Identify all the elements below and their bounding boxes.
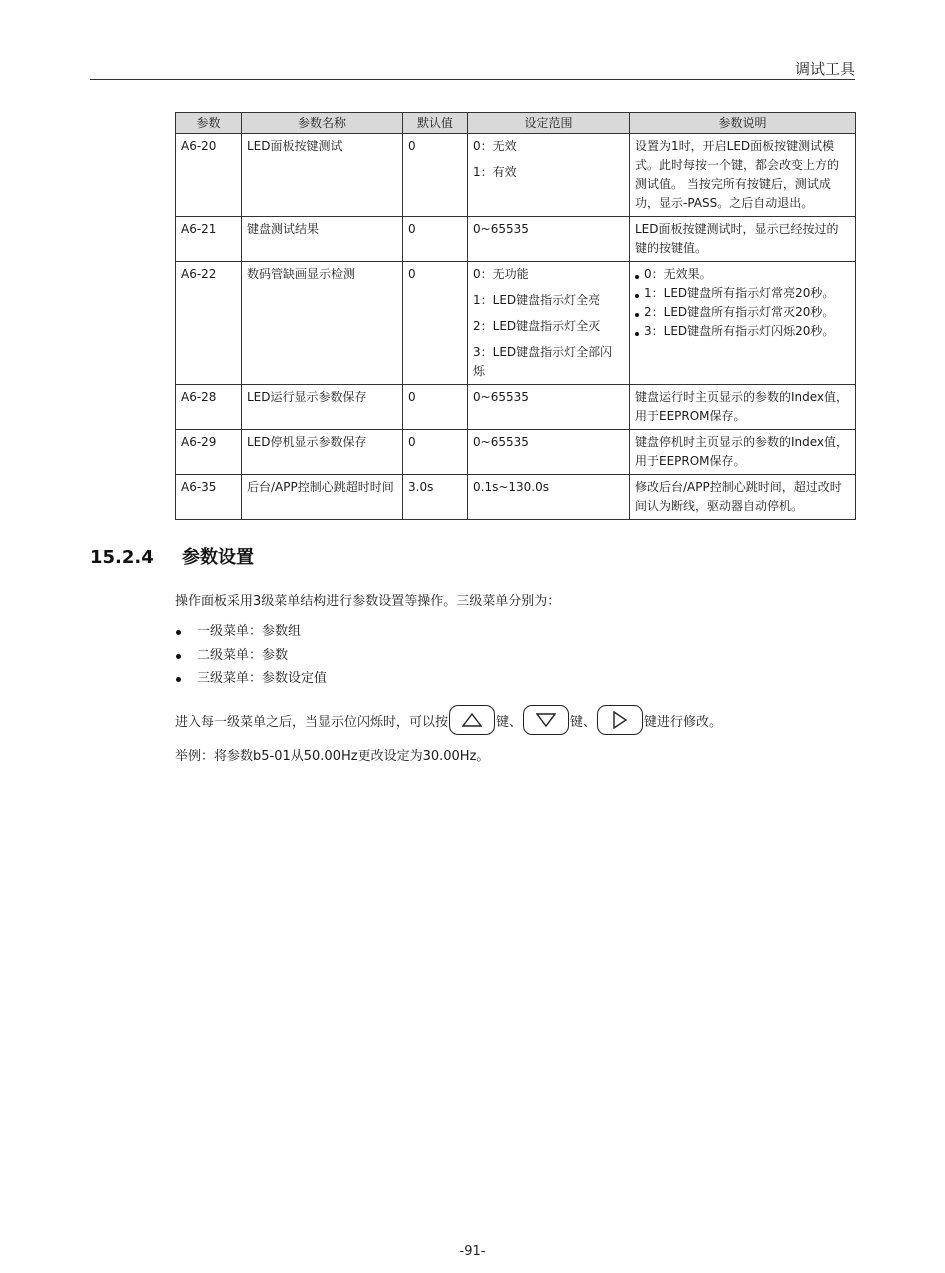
- param-range-cell: [468, 262, 630, 385]
- range-option: 3：LED键盘指示灯全部闪烁: [473, 345, 613, 378]
- list-item: 一级菜单：参数组: [175, 622, 327, 646]
- column-header: 设定范围: [468, 113, 630, 134]
- column-header: 参数说明: [630, 113, 856, 134]
- table-row: [176, 217, 856, 262]
- range-option: 0：无功能: [473, 267, 529, 281]
- param-desc-cell: 键盘停机时主页显示的参数的Index值，用于EEPROM保存。: [630, 430, 856, 475]
- example-text: 举例：将参数b5-01从50.00Hz更改设定为30.00Hz。: [175, 749, 490, 764]
- param-code-cell: A6-35: [176, 475, 242, 520]
- range-option: 2：LED键盘指示灯全灭: [473, 319, 601, 333]
- param-range-cell: [468, 475, 630, 520]
- param-code-cell: A6-21: [176, 217, 242, 262]
- param-default-cell: 3.0s: [403, 475, 468, 520]
- header-divider: [90, 79, 855, 80]
- param-name-cell: 数码管缺画显示检测: [242, 262, 403, 385]
- range-option: 1：LED键盘指示灯全亮: [473, 293, 601, 307]
- up-triangle-key-icon: [449, 705, 495, 735]
- parameter-table: [175, 112, 856, 520]
- section-intro: 操作面板采用3级菜单结构进行参数设置等操作。三级菜单分别为：: [175, 594, 561, 609]
- param-default-cell: 0: [403, 217, 468, 262]
- section-heading: [90, 543, 254, 569]
- param-range-cell: [468, 385, 630, 430]
- param-name-cell: LED停机显示参数保存: [242, 430, 403, 475]
- param-code-cell: A6-22: [176, 262, 242, 385]
- table-row: [176, 430, 856, 475]
- range-option: 0.1s~130.0s: [473, 480, 549, 494]
- section-number: 15.2.4: [90, 547, 154, 568]
- column-header: 默认值: [403, 113, 468, 134]
- range-option: 0~65535: [473, 390, 529, 404]
- param-default-cell: 0: [403, 134, 468, 217]
- section-title: 参数设置: [182, 547, 254, 568]
- range-option: 0~65535: [473, 222, 529, 236]
- param-desc-cell: 设置为1时，开启LED面板按键测试模式。此时每按一个键，都会改变上方的测试值。 当按完所有按键后，测试成功，显示-PASS。之后自动退出。: [630, 134, 856, 217]
- param-name-cell: 键盘测试结果: [242, 217, 403, 262]
- key-instruction-text: 进入每一级菜单之后，当显示位闪烁时，可以按: [175, 714, 449, 730]
- range-option: 0~65535: [473, 435, 529, 449]
- desc-bullet: 0：无效果。: [635, 265, 850, 284]
- param-desc-cell: [630, 262, 856, 385]
- desc-bullet: 3：LED键盘所有指示灯闪烁20秒。: [635, 322, 850, 341]
- column-header: 参数: [176, 113, 242, 134]
- running-header-title: 调试工具: [794, 60, 855, 78]
- table-header-row: [176, 113, 856, 134]
- key-separator: 键、: [570, 714, 597, 730]
- key-instruction-text: 键进行修改。: [644, 714, 723, 730]
- range-option: 0：无效: [473, 139, 517, 153]
- table-row: [176, 134, 856, 217]
- page-number: -91-: [459, 1244, 486, 1259]
- param-default-cell: 0: [403, 262, 468, 385]
- desc-bullet: 2：LED键盘所有指示灯常灭20秒。: [635, 303, 850, 322]
- param-code-cell: A6-28: [176, 385, 242, 430]
- table-row: [176, 262, 856, 385]
- param-range-cell: [468, 430, 630, 475]
- list-item: 二级菜单：参数: [175, 646, 327, 670]
- param-range-cell: [468, 134, 630, 217]
- param-default-cell: 0: [403, 430, 468, 475]
- param-name-cell: 后台/APP控制心跳超时时间: [242, 475, 403, 520]
- param-default-cell: 0: [403, 385, 468, 430]
- menu-level-list: [175, 622, 327, 693]
- param-range-cell: [468, 217, 630, 262]
- param-name-cell: LED运行显示参数保存: [242, 385, 403, 430]
- param-desc-cell: LED面板按键测试时，显示已经按过的键的按键值。: [630, 217, 856, 262]
- right-triangle-key-icon: [597, 705, 643, 735]
- param-code-cell: A6-29: [176, 430, 242, 475]
- key-instruction: [175, 703, 722, 737]
- key-separator: 键、: [496, 714, 523, 730]
- desc-bullet: 1：LED键盘所有指示灯常亮20秒。: [635, 284, 850, 303]
- param-name-cell: LED面板按键测试: [242, 134, 403, 217]
- list-item: 三级菜单：参数设定值: [175, 669, 327, 693]
- down-triangle-key-icon: [523, 705, 569, 735]
- column-header: 参数名称: [242, 113, 403, 134]
- param-desc-cell: 修改后台/APP控制心跳时间，超过改时间认为断线，驱动器自动停机。: [630, 475, 856, 520]
- table-row: [176, 475, 856, 520]
- param-desc-cell: 键盘运行时主页显示的参数的Index值，用于EEPROM保存。: [630, 385, 856, 430]
- range-option: 1：有效: [473, 165, 517, 179]
- table-row: [176, 385, 856, 430]
- param-code-cell: A6-20: [176, 134, 242, 217]
